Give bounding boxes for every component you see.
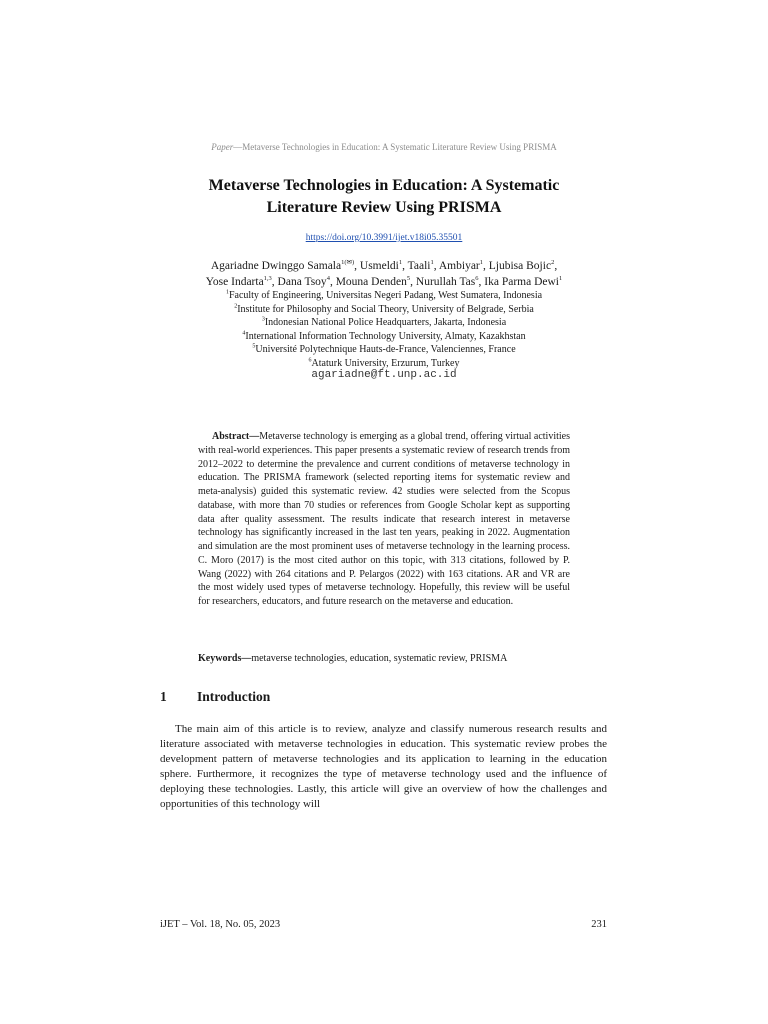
affiliation	[150, 303, 618, 317]
author-affil-sup: 1	[559, 275, 563, 283]
affiliation	[150, 330, 618, 344]
abstract-label: Abstract—	[212, 431, 260, 442]
affiliation-sup: 3	[261, 316, 265, 323]
author-name: Ambiyar	[438, 260, 480, 272]
affiliation-sup: 1	[225, 289, 229, 296]
keywords-label: Keywords—	[198, 653, 252, 664]
running-head-text: —Metaverse Technologies in Education: A Systematic Literature Review Using PRISMA	[233, 142, 557, 152]
author-list: Agariadne Dwinggo Samala$^{1(✉)}$, Usmeldi$^1$, Taali$^1$, Ambiyar$^1$, Ljubisa Bojic$^2$, Yose Indarta$^{1,3}$, Dana Tsoy$^4$, Mouna Denden$^5$, Nurullah Tas$^6$, Ika Parma Dewi$^1$	[205, 259, 563, 288]
author-affil-sup: 1	[479, 259, 484, 267]
author-name: Ljubisa Bojic	[488, 260, 552, 272]
author-name: Ika Parma Dewi	[484, 276, 559, 288]
affiliation-text: Université Polytechnique Hauts-de-France, Valenciennes, France	[255, 344, 516, 355]
section-number: 1	[160, 689, 167, 704]
affiliation	[150, 357, 618, 371]
author-affil-sup: 1,3	[263, 275, 272, 283]
affiliation-sup: 4	[242, 330, 246, 337]
paper-title	[150, 175, 618, 219]
footer-page-number: 231	[591, 919, 607, 930]
footer-journal: iJET – Vol. 18, No. 05, 2023	[160, 919, 281, 930]
author-affil-sup: 2	[551, 259, 555, 267]
running-head-italic: Paper	[211, 142, 234, 152]
section-heading	[160, 689, 608, 705]
affiliation-text: Faculty of Engineering, Universitas Negeri Padang, West Sumatera, Indonesia	[228, 290, 543, 301]
section-title: Introduction	[197, 689, 271, 704]
title-line-2: Literature Review Using PRISMA	[266, 199, 502, 216]
affiliation-sup: 2	[234, 303, 238, 310]
doi-link[interactable]: https://doi.org/10.3991/ijet.v18i05.35501	[305, 233, 463, 243]
affiliation-list	[150, 289, 618, 370]
author-affil-sup: 6	[475, 275, 479, 283]
affiliation-text: Indonesian National Police Headquarters, Jakarta, Indonesia	[264, 317, 507, 328]
author-name: Dana Tsoy	[277, 276, 327, 288]
abstract	[198, 430, 570, 609]
author-affil-sup: 1	[398, 259, 403, 267]
introduction-body	[160, 722, 607, 811]
affiliation	[150, 343, 618, 357]
affiliation	[150, 316, 618, 330]
keywords	[198, 652, 578, 666]
keywords-text: metaverse technologies, education, systematic review, PRISMA	[251, 653, 508, 664]
author-name: Agariadne Dwinggo Samala	[210, 260, 342, 272]
author-name: Nurullah Tas	[415, 276, 476, 288]
author-affil-sup: 4	[326, 275, 330, 283]
author-affil-sup: 5	[406, 275, 411, 283]
author-name: Mouna Denden	[335, 276, 407, 288]
author-affil-sup: 1(✉)	[341, 259, 355, 267]
title-line-1: Metaverse Technologies in Education: A Systematic	[208, 177, 560, 194]
abstract-text: Metaverse technology is emerging as a global trend, offering virtual activities with real-world experiences. This paper presents a systematic review of research trends from 2012–2022 to determine the prevalence and current conditions of metaverse technology in education. The PRISMA framework (selected reporting items for systematic review and meta-analysis) guided this systematic review. 42 studies were selected from the Scopus database, with more than 70 studies or references from Google Scholar kept as supporting data after quality assessment. The results indicate that research interest in metaverse technology has significantly increased in the last ten years, peaking in 2022. Augmentation and simulation are the most prominent uses of metaverse technology in the learning process. C. Moro (2017) is the most cited author on this topic, with 313 citations, followed by P. Wang (2022) with 264 citations and P. Pelargos (2022) with 163 citations. AR and VR are the most widely used types of metaverse technology. Hopefully, this review will be useful for researchers, educators, and future research on the metaverse and education.	[198, 431, 570, 607]
running-head	[0, 142, 768, 152]
affiliation	[150, 289, 618, 303]
introduction-paragraph: The main aim of this article is to review, analyze and classify numerous research results and literature associated with metaverse technologies in education. This systematic review probes the development pattern of metaverse technologies and its application to learning in the education sphere. Furthermore, it recognizes the type of metaverse technology used and the influence of deploying these technologies. Lastly, this article will give an overview of how the challenges and opportunities of this technology will	[160, 723, 607, 810]
author-name: Yose Indarta	[205, 276, 264, 288]
affiliation-text: Ataturk University, Erzurum, Turkey	[311, 357, 460, 369]
affiliation-sup: 5	[252, 343, 256, 350]
author-name: Taali	[407, 260, 431, 272]
author-name: Usmeldi	[359, 260, 399, 272]
author-affil-sup: 1	[430, 259, 434, 267]
affiliation-sup: 6	[308, 357, 312, 364]
corresponding-email[interactable]: agariadne@ft.unp.ac.id	[311, 369, 457, 381]
affiliation-text: International Information Technology University, Almaty, Kazakhstan	[245, 330, 526, 342]
affiliation-text: Institute for Philosophy and Social Theory, University of Belgrade, Serbia	[237, 303, 534, 315]
